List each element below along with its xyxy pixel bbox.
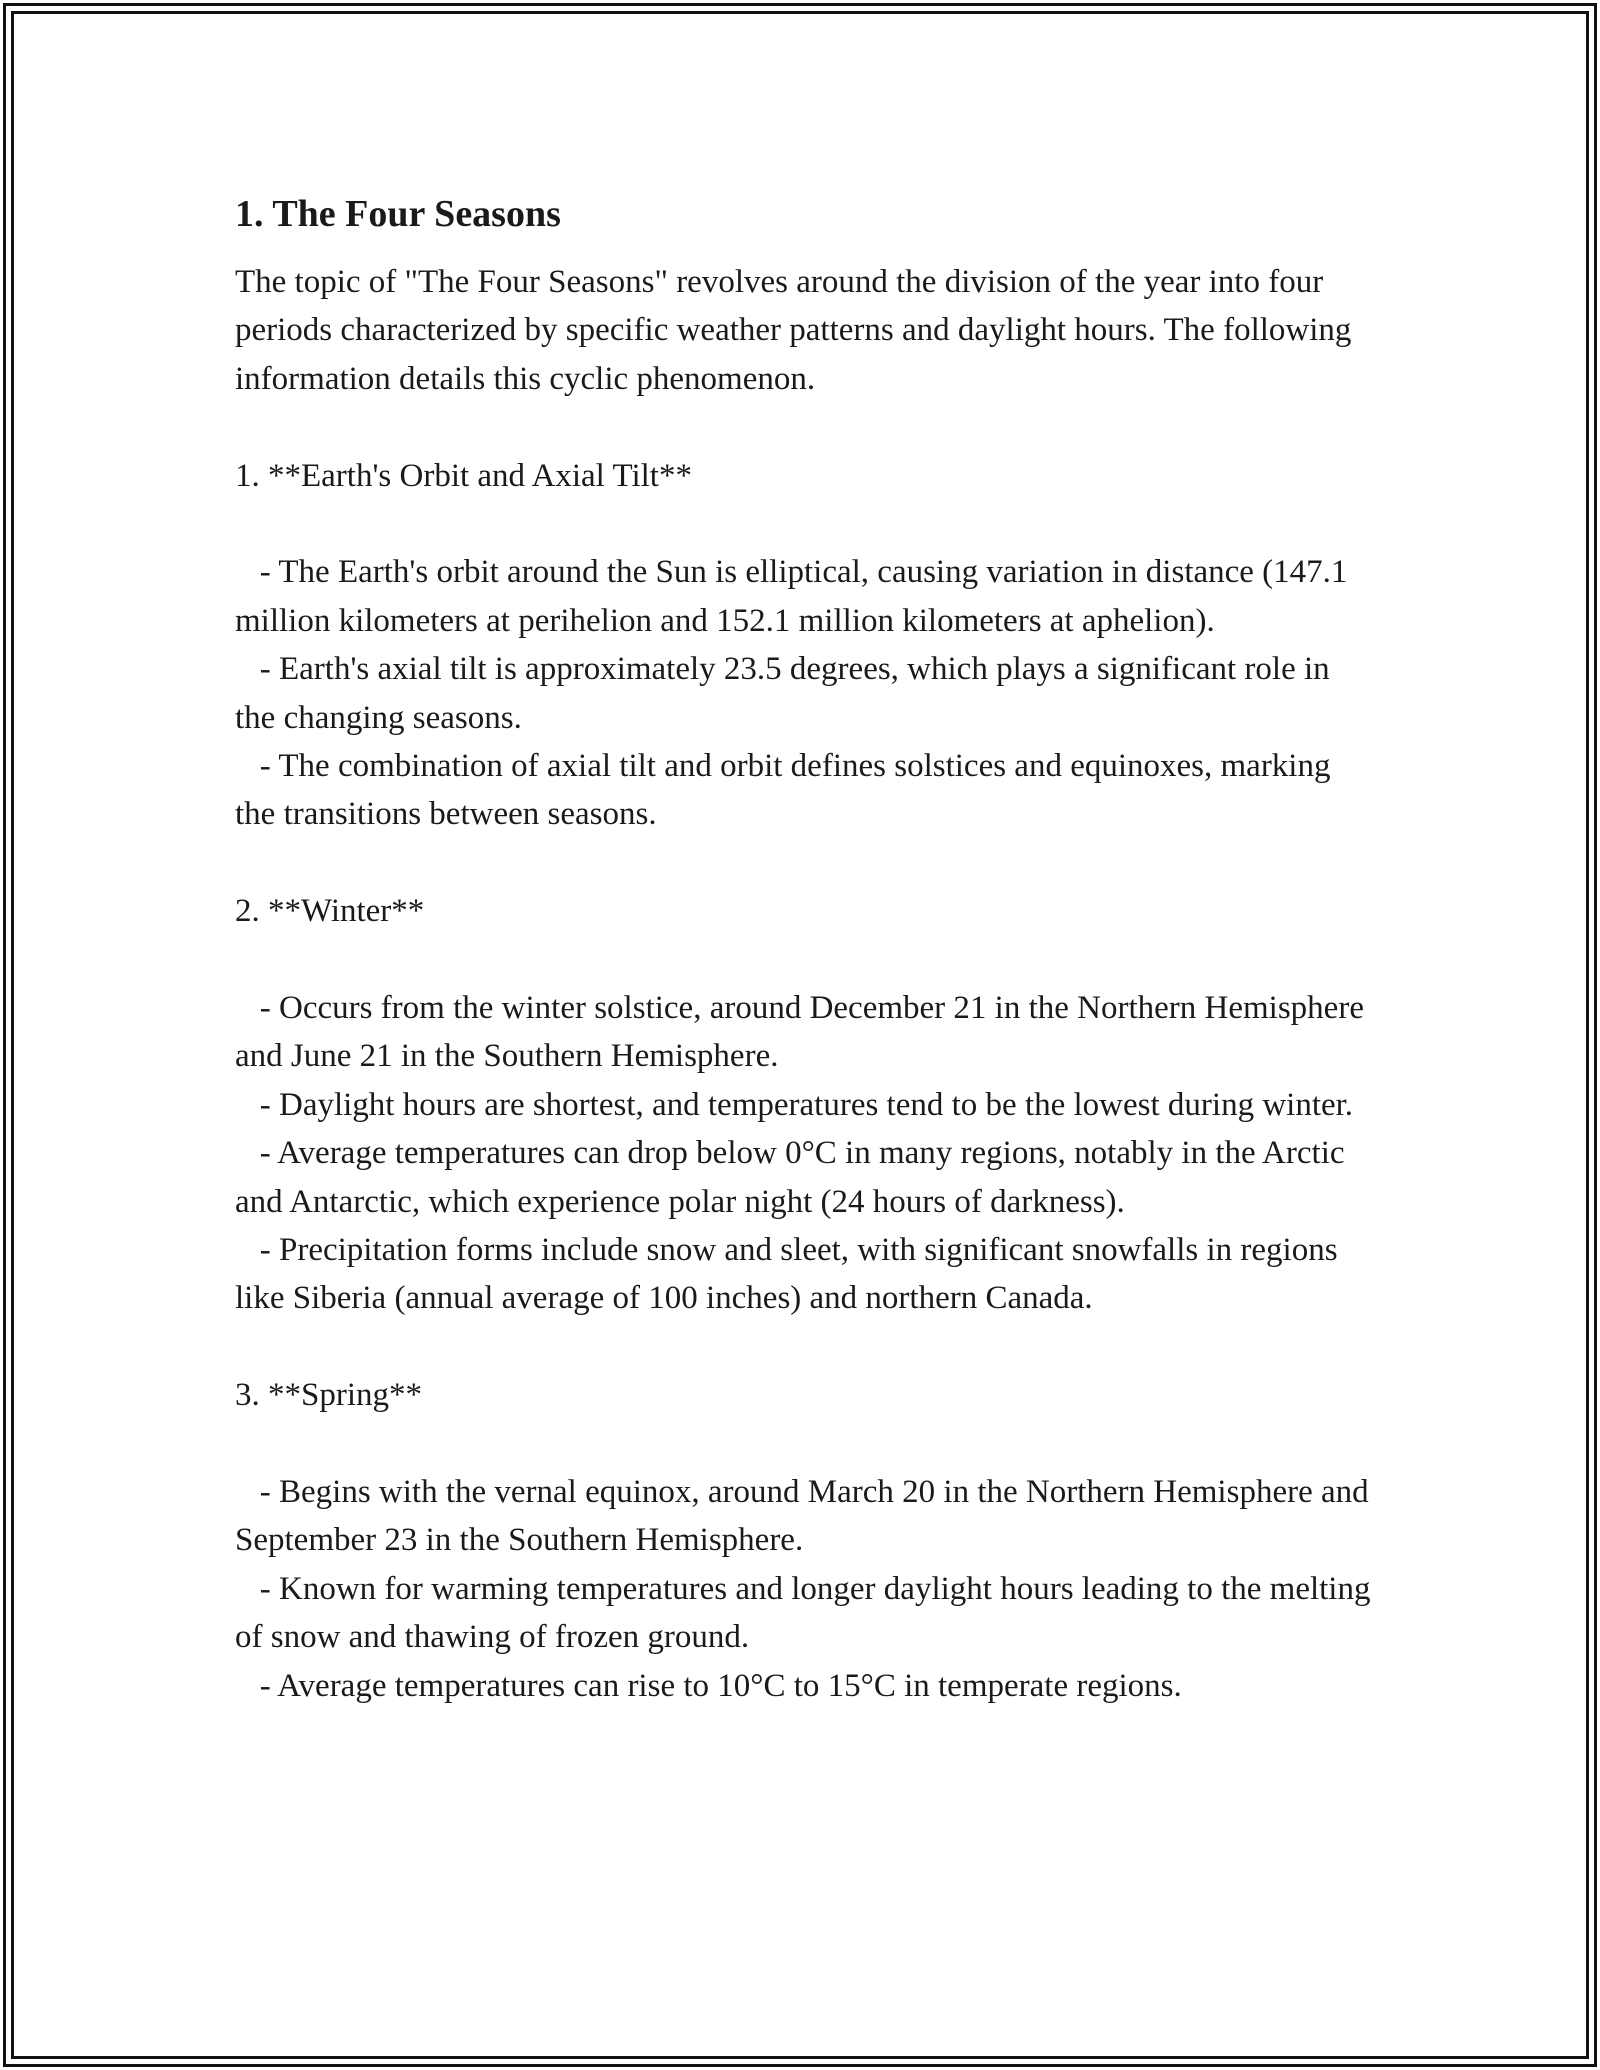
spacer [235,936,1375,984]
document-title: 1. The Four Seasons [235,193,561,235]
spacer [235,839,1375,887]
list-item: - Begins with the vernal equinox, around March 20 in the Northern Hemisphere and September 23 in the Southern Hemisphere. [235,1474,1377,1559]
spacer [235,403,1375,451]
spacer [235,500,1375,548]
list-item: - Occurs from the winter solstice, around December 21 in the Northern Hemisphere and June 21 in the Southern Hemisphere. [235,990,1373,1075]
list-item: - Average temperatures can drop below 0°C in many regions, notably in the Arctic and Antarctic, which experience polar night (24 hours of darkness). [235,1135,1353,1220]
list-item: - Earth's axial tilt is approximately 23.5 degrees, which plays a significant role in the changing seasons. [235,651,1338,736]
section-heading-spring: 3. **Spring** [235,1377,423,1414]
section-heading-winter: 2. **Winter** [235,893,425,930]
document-body [235,188,1379,1710]
list-item: - Known for warming temperatures and longer daylight hours leading to the melting of snow and thawing of frozen ground. [235,1570,1379,1656]
list-item: - The combination of axial tilt and orbit defines solstices and equinoxes, marking the transitions between seasons. [235,748,1339,833]
spacer [235,1323,1375,1371]
list-item: - Average temperatures can rise to 10°C to 15°C in temperate regions. [235,1667,1182,1704]
list-item: - Precipitation forms include snow and sleet, with significant snowfalls in regions like Siberia (annual average of 100 inches) and northern Canada. [235,1232,1346,1317]
list-item: - Daylight hours are shortest, and temperatures tend to be the lowest during winter. [235,1086,1354,1123]
spacer [235,1420,1375,1468]
list-item: - The Earth's orbit around the Sun is elliptical, causing variation in distance (147.1 million kilometers at perihelion and 152.1 million kilometers at aphelion). [235,554,1356,639]
section-heading-orbit: 1. **Earth's Orbit and Axial Tilt** [235,457,692,494]
intro-paragraph: The topic of "The Four Seasons" revolves around the division of the year into four periods characterized by specific weather patterns and daylight hours. The following information details this cyclic phenomenon. [235,264,1360,397]
